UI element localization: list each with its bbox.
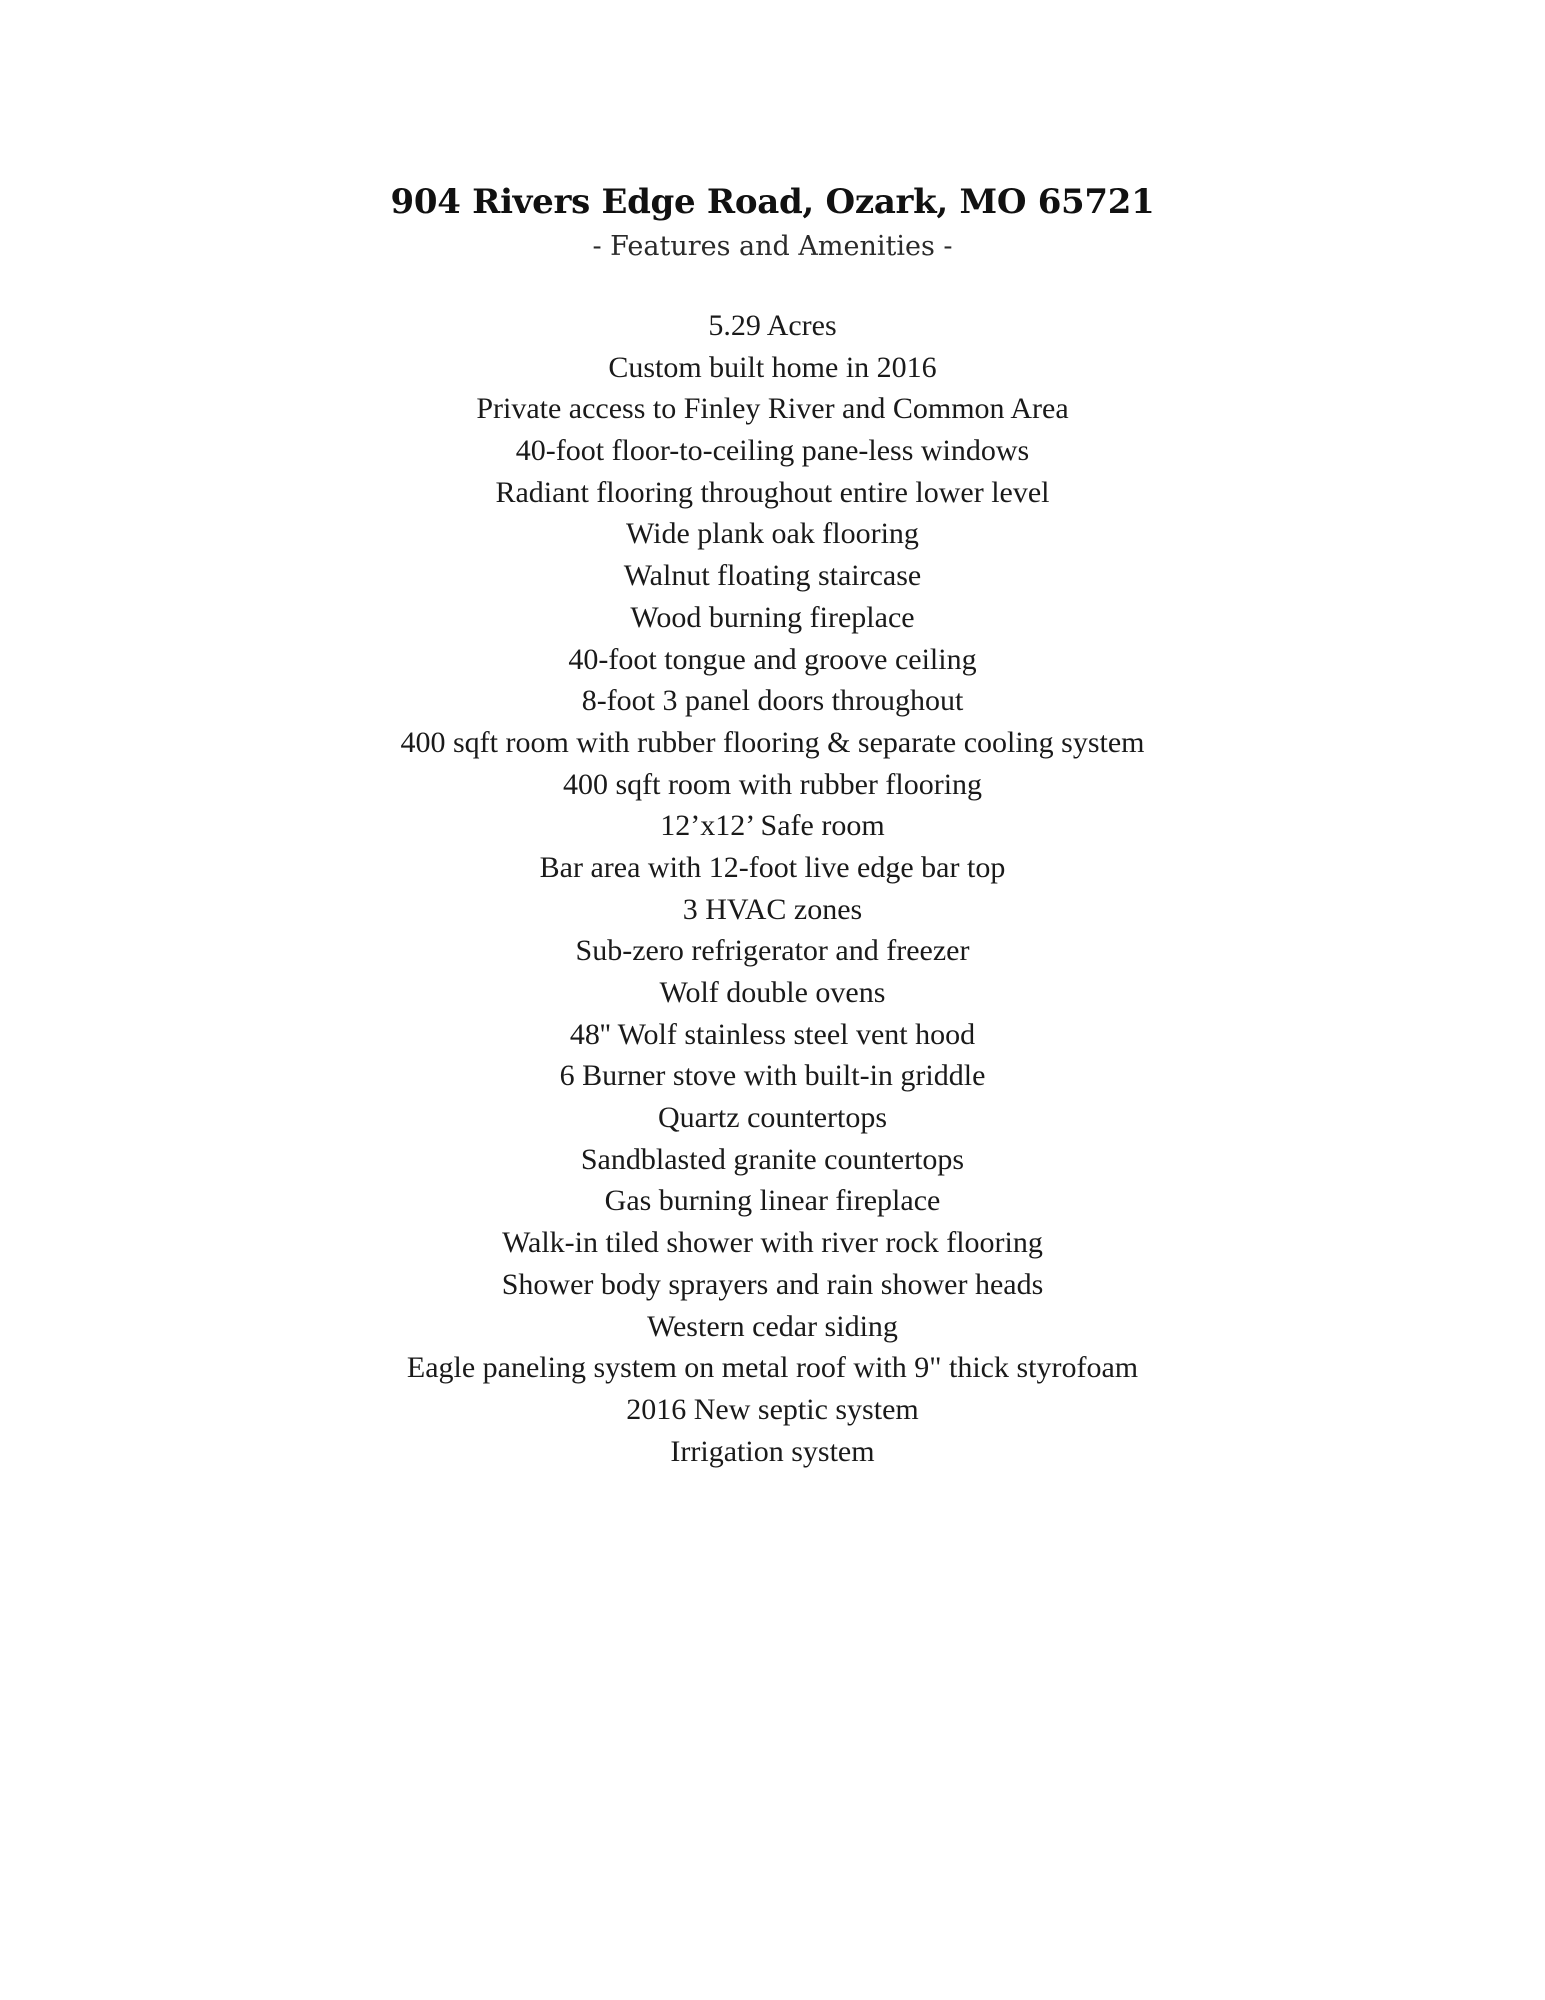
- list-item: Western cedar siding: [647, 1309, 898, 1343]
- list-item: 40-foot tongue and groove ceiling: [568, 642, 977, 676]
- list-item: 3 HVAC zones: [682, 892, 863, 926]
- list-item: 8-foot 3 panel doors throughout: [581, 684, 964, 718]
- list-item: 400 sqft room with rubber flooring & separate cooling system: [400, 725, 1145, 759]
- list-item: Quartz countertops: [657, 1101, 888, 1135]
- list-item: Walk-in tiled shower with river rock flooring: [502, 1226, 1043, 1260]
- list-item: Irrigation system: [670, 1434, 875, 1468]
- feature-list: [0, 305, 1545, 1472]
- list-item: Sandblasted granite countertops: [580, 1142, 965, 1176]
- list-item: 5.29 Acres: [708, 309, 837, 342]
- list-item: Wide plank oak flooring: [626, 517, 919, 551]
- list-item: Gas burning linear fireplace: [604, 1184, 941, 1218]
- list-item: Private access to Finley River and Common Area: [476, 392, 1069, 426]
- list-item: Wood burning fireplace: [630, 600, 915, 634]
- list-item: Shower body sprayers and rain shower heads: [501, 1267, 1044, 1301]
- document-header: [0, 178, 1545, 268]
- list-item: Radiant flooring throughout entire lower level: [495, 475, 1050, 509]
- list-item: Sub-zero refrigerator and freezer: [575, 934, 970, 968]
- list-item: 6 Burner stove with built-in griddle: [559, 1059, 986, 1093]
- list-item: Bar area with 12-foot live edge bar top: [539, 850, 1006, 884]
- list-item: 48'' Wolf stainless steel vent hood: [569, 1017, 976, 1051]
- page-title: 904 Rivers Edge Road, Ozark, MO 65721: [390, 182, 1155, 222]
- list-item: Custom built home in 2016: [608, 350, 937, 384]
- list-item: 400 sqft room with rubber flooring: [562, 767, 983, 801]
- list-item: 2016 New septic system: [626, 1392, 919, 1426]
- list-item: Eagle paneling system on metal roof with 9" thick styrofoam: [406, 1351, 1139, 1385]
- list-item: Walnut floating staircase: [623, 559, 922, 593]
- page-subtitle: - Features and Amenities -: [592, 231, 953, 262]
- list-item: 40-foot floor-to-ceiling pane-less windows: [515, 434, 1030, 468]
- list-item: Wolf double ovens: [659, 976, 886, 1009]
- list-item: 12’x12’ Safe room: [660, 809, 885, 843]
